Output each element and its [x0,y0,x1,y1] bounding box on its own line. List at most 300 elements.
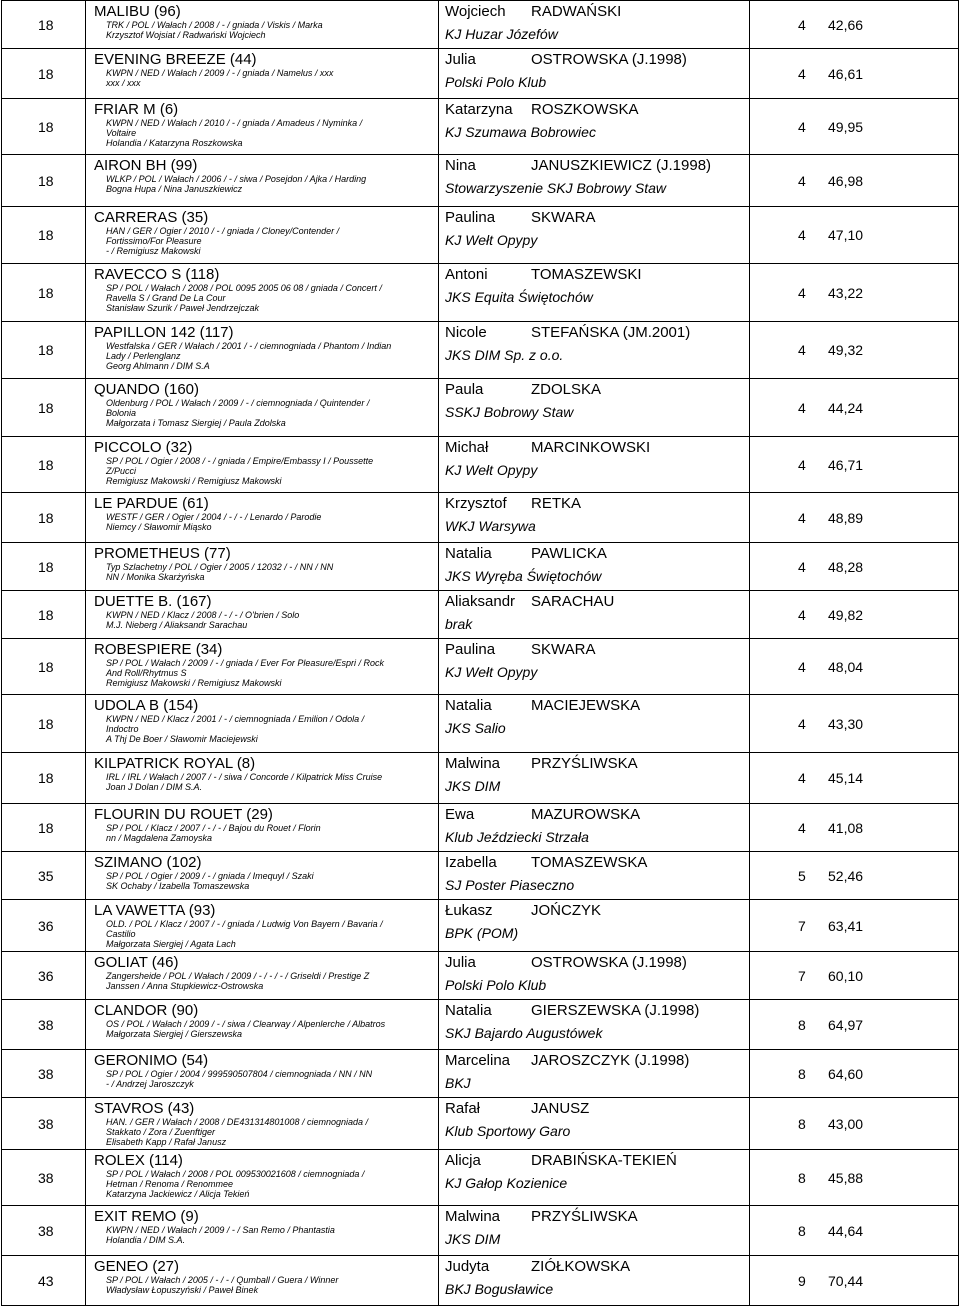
faults-value: 8 [798,1115,806,1132]
time-value: 49,95 [828,118,864,135]
club-name: JKS Wyręba Świętochów [445,568,602,584]
horse-info-line: Lady / Perlenglanz [106,351,181,361]
horse-info-line: Fortissimo/For Pleasure [106,236,202,246]
horse-info-line: - / Remigiusz Makowski [106,246,201,256]
horse-cell [86,852,439,900]
horse-name: FLOURIN DU ROUET (29) [94,806,273,823]
table-row [2,49,959,99]
horse-name: PROMETHEUS (77) [94,545,231,562]
rider-last-name: OSTROWSKA (J.1998) [531,51,687,68]
time-value: 43,22 [828,284,864,301]
rider-name [445,545,745,562]
club-name: Polski Polo Klub [445,74,547,90]
rider-name [445,902,745,919]
horse-name: LA VAWETTA (93) [94,902,216,919]
faults-value: 9 [798,1272,806,1289]
horse-info-line: Janssen / Anna Stupkiewicz-Ostrowska [106,981,264,991]
rider-first-name: Malwina [445,1208,501,1225]
horse-info-line: NN / Monika Skarżyńska [106,572,205,582]
horse-info-line: Stanisław Szurik / Paweł Jendrzejczak [106,303,260,313]
rider-last-name: PAWLICKA [531,545,607,562]
rider-name [445,954,745,971]
rider-name [445,697,745,714]
time-value: 46,61 [828,65,864,82]
rider-cell [439,753,750,804]
rider-last-name: STEFAŃSKA (JM.2001) [531,324,691,341]
rider-name [445,266,745,283]
horse-info-line: SP / POL / Ogier / 2009 / - / gniada / Imequyl / Szaki [106,871,314,881]
table-row [2,1256,959,1306]
time-value: 43,30 [828,715,864,732]
table-row [2,543,959,591]
horse-name: ROBESPIERE (34) [94,641,223,658]
time-value: 47,10 [828,227,864,243]
time-value: 44,24 [828,399,864,416]
horse-info-line: Holandia / Katarzyna Roszkowska [106,138,243,148]
time-value: 42,66 [828,16,864,33]
place-cell: 18 [2,493,86,543]
time-value: 46,71 [828,456,864,473]
result-cell [750,379,959,437]
rider-first-name: Paulina [445,641,496,658]
rider-first-name: Paula [445,381,484,398]
place-cell: 18 [2,639,86,695]
horse-name: AIRON BH (99) [94,157,198,174]
club-name: WKJ Warsywa [445,518,536,534]
rider-name [445,51,745,68]
result-cell [750,952,959,1000]
rider-last-name: MARCINKOWSKI [531,439,651,456]
faults-value: 8 [798,1065,806,1082]
rider-first-name: Natalia [445,697,492,714]
table-row [2,1,959,49]
rider-last-name: PRZYŚLIWSKA [531,1208,638,1225]
horse-info-line: HAN / GER / Ogier / 2010 / - / gniada / Cloney/Contender / [106,226,340,236]
horse-info-line: And Roll/Rhytmus S [106,668,187,678]
result-cell [750,1,959,49]
horse-cell [86,322,439,379]
rider-last-name: OSTROWSKA (J.1998) [531,954,687,971]
horse-cell [86,493,439,543]
place-cell: 18 [2,804,86,852]
faults-value: 4 [798,715,806,732]
rider-name [445,1002,745,1019]
time-value: 45,88 [828,1169,864,1186]
table-row [2,493,959,543]
rider-name [445,1052,745,1069]
rider-name [445,324,745,341]
club-name: JKS DIM [445,1231,501,1247]
table-row [2,1150,959,1206]
rider-name [445,641,745,658]
results-body [2,1,959,1306]
time-value: 63,41 [828,917,864,934]
rider-cell [439,852,750,900]
club-name: brak [445,616,473,632]
horse-cell [86,379,439,437]
time-value: 49,32 [828,342,864,358]
horse-info-line: SP / POL / Wałach / 2008 / POL 0095 2005 06 08 / gniada / Concert / [106,283,382,293]
rider-last-name: JOŃCZYK [531,902,602,919]
rider-name [445,157,745,174]
horse-name: RAVECCO S (118) [94,266,220,283]
horse-info-line: Bolonia [106,408,137,418]
rider-first-name: Antoni [445,266,488,283]
club-name: SKJ Bajardo Augustówek [445,1025,603,1041]
horse-info-line: Krzysztof Wojsiat / Radwański Wojciech [106,30,266,40]
horse-info-line: Ravella S / Grand De La Cour [106,293,226,303]
time-value: 48,89 [828,509,864,526]
horse-name: EXIT REMO (9) [94,1208,199,1225]
rider-cell [439,1150,750,1206]
horse-info-line: SP / POL / Wałach / 2008 / POL 009530021608 / ciemnogniada / [106,1169,365,1179]
rider-first-name: Wojciech [445,3,506,20]
horse-info-line: xxx / xxx [106,78,141,88]
rider-name [445,1258,745,1275]
horse-info-line: Voltaire [106,128,137,138]
result-cell [750,322,959,379]
club-name: Polski Polo Klub [445,977,547,993]
rider-first-name: Marcelina [445,1052,511,1069]
place-cell: 18 [2,207,86,264]
time-value: 46,98 [828,172,864,189]
rider-cell [439,1050,750,1098]
horse-info-line: Bogna Hupa / Nina Januszkiewicz [106,184,243,194]
rider-last-name: RETKA [531,495,582,512]
rider-cell [439,1206,750,1256]
place-cell: 38 [2,1150,86,1206]
horse-cell [86,804,439,852]
rider-last-name: JAROSZCZYK (J.1998) [531,1052,690,1069]
horse-info-line: Małgorzata i Tomasz Siergiej / Paula Zdolska [106,418,286,428]
faults-value: 4 [798,118,806,135]
faults-value: 4 [798,606,806,623]
club-name: KJ Wełt Opypy [445,232,538,248]
rider-cell [439,207,750,264]
horse-info-line: M.J. Nieberg / Aliaksandr Sarachau [106,620,248,630]
horse-info-line: Elisabeth Kapp / Rafał Janusz [106,1137,227,1147]
place-cell: 18 [2,264,86,322]
horse-info-line: SP / POL / Ogier / 2008 / - / gniada / Empire/Embassy I / Poussette [106,456,374,466]
rider-last-name: SKWARA [531,209,596,226]
time-value: 60,10 [828,967,864,984]
rider-first-name: Łukasz [445,902,493,919]
table-row [2,207,959,264]
result-cell [750,543,959,591]
faults-value: 4 [798,16,806,33]
result-cell [750,99,959,155]
rider-first-name: Julia [445,51,476,68]
result-cell [750,900,959,952]
faults-value: 4 [798,172,806,189]
rider-first-name: Izabella [445,854,497,871]
club-name: KJ Wełt Opypy [445,664,538,680]
horse-info-line: IRL / IRL / Wałach / 2007 / - / siwa / Concorde / Kilpatrick Miss Cruise [106,772,383,782]
horse-info-line: Remigiusz Makowski / Remigiusz Makowski [106,678,282,688]
horse-info-line: KWPN / NED / Klacz / 2008 / - / - / O'brien / Solo [106,610,300,620]
faults-value: 4 [798,509,806,526]
horse-name: QUANDO (160) [94,381,200,398]
results-table [1,0,959,1306]
horse-info-line: TRK / POL / Wałach / 2008 / - / gniada / Viskis / Marka [106,20,323,30]
rider-cell [439,1000,750,1050]
horse-info-line: - / Andrzej Jaroszczyk [106,1079,194,1089]
horse-cell [86,639,439,695]
horse-cell [86,437,439,493]
horse-info-line: OLD. / POL / Klacz / 2007 / - / gniada / Ludwig Von Bayern / Bavaria / [106,919,383,929]
time-value: 48,28 [828,558,864,575]
horse-info-line: SP / POL / Ogier / 2004 / 999590507804 / ciemnogniada / NN / NN [106,1069,373,1079]
horse-name: KILPATRICK ROYAL (8) [94,755,256,772]
faults-value: 8 [798,1016,806,1033]
horse-cell [86,155,439,207]
rider-last-name: ZDOLSKA [531,381,602,398]
horse-cell [86,99,439,155]
horse-name: CARRERAS (35) [94,209,209,226]
rider-name [445,1208,745,1225]
club-name: Klub Jeździecki Strzała [445,829,589,845]
horse-name: DUETTE B. (167) [94,593,212,610]
horse-info-line: KWPN / NED / Wałach / 2010 / - / gniada / Amadeus / Nyminka / [106,118,363,128]
table-row [2,155,959,207]
horse-name: PAPILLON 142 (117) [94,324,234,341]
rider-last-name: ROSZKOWSKA [531,101,639,118]
horse-name: GERONIMO (54) [94,1052,209,1069]
horse-name: GOLIAT (46) [94,954,179,971]
result-cell [750,493,959,543]
horse-info-line: Westfalska / GER / Wałach / 2001 / - / ciemnogniada / Phantom / Indian [106,341,392,351]
club-name: Stowarzyszenie SKJ Bobrowy Staw [445,180,666,196]
rider-first-name: Michał [445,439,489,456]
horse-info-line: Małgorzata Siergiej / Gierszewska [106,1029,243,1039]
horse-info-line: Zangersheide / POL / Wałach / 2009 / - / - / - / Griseldi / Prestige Z [106,971,370,981]
rider-cell [439,1256,750,1306]
horse-cell [86,264,439,322]
rider-cell [439,49,750,99]
rider-last-name: SARACHAU [531,593,615,610]
rider-name [445,101,745,118]
rider-last-name: TOMASZEWSKA [531,854,648,871]
club-name: JKS DIM [445,778,501,794]
place-cell: 18 [2,1,86,49]
horse-info-line: Castilio [106,929,136,939]
table-row [2,99,959,155]
horse-info-line: Remigiusz Makowski / Remigiusz Makowski [106,476,282,486]
place-cell: 18 [2,753,86,804]
club-name: JKS Equita Świętochów [445,289,593,305]
horse-name: MALIBU (96) [94,3,181,20]
rider-first-name: Paulina [445,209,496,226]
club-name: JKS Salio [445,720,506,736]
horse-info-line: Z/Pucci [106,466,137,476]
rider-name [445,1152,745,1169]
faults-value: 4 [798,284,806,301]
faults-value: 7 [798,917,806,934]
horse-name: STAVROS (43) [94,1100,195,1117]
horse-name: LE PARDUE (61) [94,495,209,512]
horse-name: FRIAR M (6) [94,101,179,118]
rider-cell [439,591,750,639]
rider-last-name: MACIEJEWSKA [531,697,641,714]
horse-info-line: KWPN / NED / Wałach / 2009 / - / gniada / Namelus / xxx [106,68,334,78]
rider-name [445,209,745,226]
time-value: 45,14 [828,770,864,786]
place-cell: 18 [2,322,86,379]
result-cell [750,264,959,322]
horse-cell [86,49,439,99]
rider-first-name: Nicole [445,324,487,341]
place-cell: 18 [2,591,86,639]
table-row [2,639,959,695]
rider-first-name: Krzysztof [445,495,507,512]
rider-first-name: Rafał [445,1100,481,1117]
place-cell: 18 [2,99,86,155]
horse-cell [86,900,439,952]
horse-info-line: Władysław Łopuszyński / Paweł Binek [106,1285,259,1295]
club-name: KJ Gałop Kozienice [445,1175,568,1191]
table-row [2,322,959,379]
horse-info-line: Katarzyna Jackiewicz / Alicja Tekień [106,1189,250,1199]
horse-info-line: SP / POL / Wałach / 2005 / - / - / Qumball / Guera / Winner [106,1275,339,1285]
place-cell: 43 [2,1256,86,1306]
horse-info-line: KWPN / NED / Klacz / 2001 / - / ciemnogniada / Emilion / Odola / [106,714,365,724]
rider-name [445,381,745,398]
rider-first-name: Alicja [445,1152,481,1169]
horse-cell [86,1,439,49]
table-row [2,1000,959,1050]
place-cell: 18 [2,437,86,493]
result-cell [750,207,959,264]
horse-name: UDOLA B (154) [94,697,199,714]
rider-last-name: PRZYŚLIWSKA [531,755,638,772]
horse-info-line: Georg Ahlmann / DIM S.A [106,361,210,371]
faults-value: 4 [798,65,806,82]
table-row [2,264,959,322]
rider-last-name: GIERSZEWSKA (J.1998) [531,1002,700,1019]
place-cell: 36 [2,952,86,1000]
rider-name [445,495,745,512]
horse-info-line: Niemcy / Sławomir Miąsko [106,522,212,532]
faults-value: 4 [798,558,806,575]
rider-last-name: RADWAŃSKI [531,3,622,20]
result-cell [750,753,959,804]
horse-info-line: Hetman / Renoma / Renommee [106,1179,234,1189]
table-row [2,900,959,952]
club-name: KJ Huzar Józefów [445,26,558,42]
table-row [2,1098,959,1150]
time-value: 49,82 [828,606,864,623]
rider-cell [439,900,750,952]
table-row [2,753,959,804]
rider-name [445,593,745,610]
rider-first-name: Judyta [445,1258,490,1275]
rider-first-name: Malwina [445,755,501,772]
rider-cell [439,1,750,49]
club-name: JKS DIM Sp. z o.o. [445,347,564,363]
rider-first-name: Nina [445,157,476,174]
result-cell [750,1050,959,1098]
club-name: Klub Sportowy Garo [445,1123,571,1139]
rider-cell [439,493,750,543]
result-cell [750,804,959,852]
rider-cell [439,543,750,591]
rider-cell [439,804,750,852]
rider-name [445,806,745,823]
result-cell [750,155,959,207]
faults-value: 4 [798,770,806,786]
result-cell [750,1150,959,1206]
horse-info-line: KWPN / NED / Wałach / 2009 / - / San Remo / Phantastia [106,1225,335,1235]
place-cell: 18 [2,49,86,99]
result-cell [750,591,959,639]
result-cell [750,437,959,493]
table-row [2,804,959,852]
faults-value: 4 [798,456,806,473]
place-cell: 36 [2,900,86,952]
faults-value: 4 [798,658,806,675]
rider-cell [439,99,750,155]
time-value: 48,04 [828,658,864,675]
table-row [2,379,959,437]
rider-first-name: Natalia [445,545,492,562]
time-value: 64,60 [828,1065,864,1082]
rider-name [445,3,745,20]
table-row [2,591,959,639]
faults-value: 7 [798,967,806,984]
horse-info-line: Małgorzata Siergiej / Agata Lach [106,939,236,949]
rider-last-name: ZIÓŁKOWSKA [531,1258,631,1275]
time-value: 70,44 [828,1272,864,1289]
rider-cell [439,695,750,753]
rider-cell [439,437,750,493]
club-name: SJ Poster Piaseczno [445,877,575,893]
rider-cell [439,155,750,207]
rider-first-name: Katarzyna [445,101,513,118]
faults-value: 8 [798,1222,806,1239]
horse-info-line: WESTF / GER / Ogier / 2004 / - / - / Lenardo / Parodie [106,512,322,522]
club-name: BKJ Bogusławice [445,1281,554,1297]
faults-value: 4 [798,819,806,836]
horse-cell [86,1098,439,1150]
rider-name [445,755,745,772]
horse-cell [86,753,439,804]
horse-info-line: nn / Magdalena Zamoyska [106,833,213,843]
horse-info-line: SK Ochaby / Izabella Tomaszewska [106,881,250,891]
rider-cell [439,639,750,695]
horse-info-line: Holandia / DIM S.A. [106,1235,186,1245]
table-row [2,695,959,753]
table-row [2,1050,959,1098]
result-cell [750,1000,959,1050]
horse-name: CLANDOR (90) [94,1002,199,1019]
rider-last-name: TOMASZEWSKI [531,266,642,283]
club-name: BPK (POM) [445,925,519,941]
club-name: KJ Wełt Opypy [445,462,538,478]
result-cell [750,1098,959,1150]
rider-name [445,439,745,456]
rider-last-name: MAZUROWSKA [531,806,641,823]
rider-name [445,854,745,871]
horse-info-line: Indoctro [106,724,139,734]
club-name: SSKJ Bobrowy Staw [445,404,574,420]
horse-name: PICCOLO (32) [94,439,193,456]
horse-name: ROLEX (114) [94,1152,183,1169]
place-cell: 38 [2,1098,86,1150]
faults-value: 4 [798,342,806,358]
result-cell [750,1206,959,1256]
club-name: BKJ [445,1075,471,1091]
rider-cell [439,322,750,379]
